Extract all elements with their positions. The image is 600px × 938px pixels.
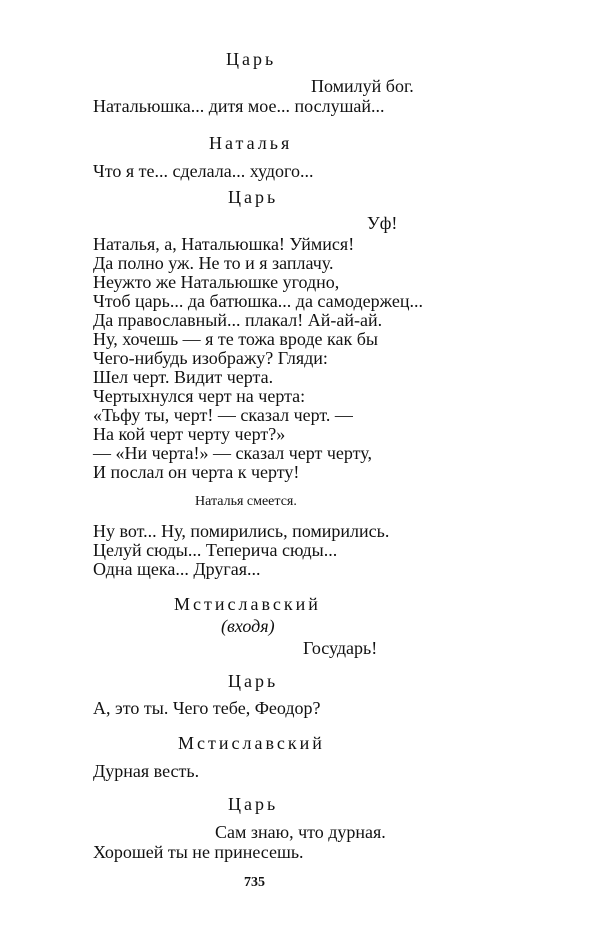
speaker-name: Царь bbox=[228, 794, 279, 814]
speaker-name: Царь bbox=[226, 49, 277, 69]
verse-line: На кой черт черту черт?» bbox=[93, 424, 286, 444]
verse-line: Чтоб царь... да батюшка... да самодержец... bbox=[93, 291, 423, 311]
verse-line: Чертыхнулся черт на черта: bbox=[93, 386, 306, 406]
verse-line: Ну, хочешь — я те тожа вроде как бы bbox=[93, 329, 378, 349]
verse-line: Хорошей ты не принесешь. bbox=[93, 842, 304, 862]
verse-line: Что я те... сделала... худого... bbox=[93, 161, 314, 181]
verse-line: Да полно уж. Не то и я заплачу. bbox=[93, 253, 334, 273]
verse-line: Одна щека... Другая... bbox=[93, 559, 261, 579]
verse-line: А, это ты. Чего тебе, Феодор? bbox=[93, 698, 321, 718]
speaker-name: Наталья bbox=[209, 133, 293, 153]
verse-line: Целуй сюды... Теперича сюды... bbox=[93, 540, 338, 560]
verse-line: И послал он черта к черту! bbox=[93, 462, 300, 482]
speaker-name: Царь bbox=[228, 187, 279, 207]
stage-direction: (входя) bbox=[221, 616, 275, 636]
page-number: 735 bbox=[244, 875, 265, 890]
verse-line: Уф! bbox=[367, 213, 398, 233]
verse-line: Да православный... плакал! Ай-ай-ай. bbox=[93, 310, 383, 330]
verse-line: Сам знаю, что дурная. bbox=[215, 822, 386, 842]
speaker-name: Мстиславский bbox=[178, 733, 325, 753]
verse-line: Наталья, а, Натальюшка! Уймися! bbox=[93, 234, 355, 254]
verse-line: Ну вот... Ну, помирились, помирились. bbox=[93, 521, 390, 541]
stage-direction: Наталья смеется. bbox=[195, 494, 297, 509]
verse-line: Неужто же Натальюшке угодно, bbox=[93, 272, 340, 292]
verse-line: Помилуй бог. bbox=[311, 76, 414, 96]
verse-line: Государь! bbox=[303, 638, 378, 658]
speaker-name: Мстиславский bbox=[174, 594, 321, 614]
verse-line: «Тьфу ты, черт! — сказал черт. — bbox=[93, 405, 353, 425]
verse-line: Дурная весть. bbox=[93, 761, 200, 781]
verse-line: — «Ни черта!» — сказал черт черту, bbox=[93, 443, 372, 463]
speaker-name: Царь bbox=[228, 671, 279, 691]
verse-line: Шел черт. Видит черта. bbox=[93, 367, 274, 387]
verse-line: Чего-нибудь изображу? Гляди: bbox=[93, 348, 328, 368]
verse-line: Натальюшка... дитя мое... послушай... bbox=[93, 96, 385, 116]
